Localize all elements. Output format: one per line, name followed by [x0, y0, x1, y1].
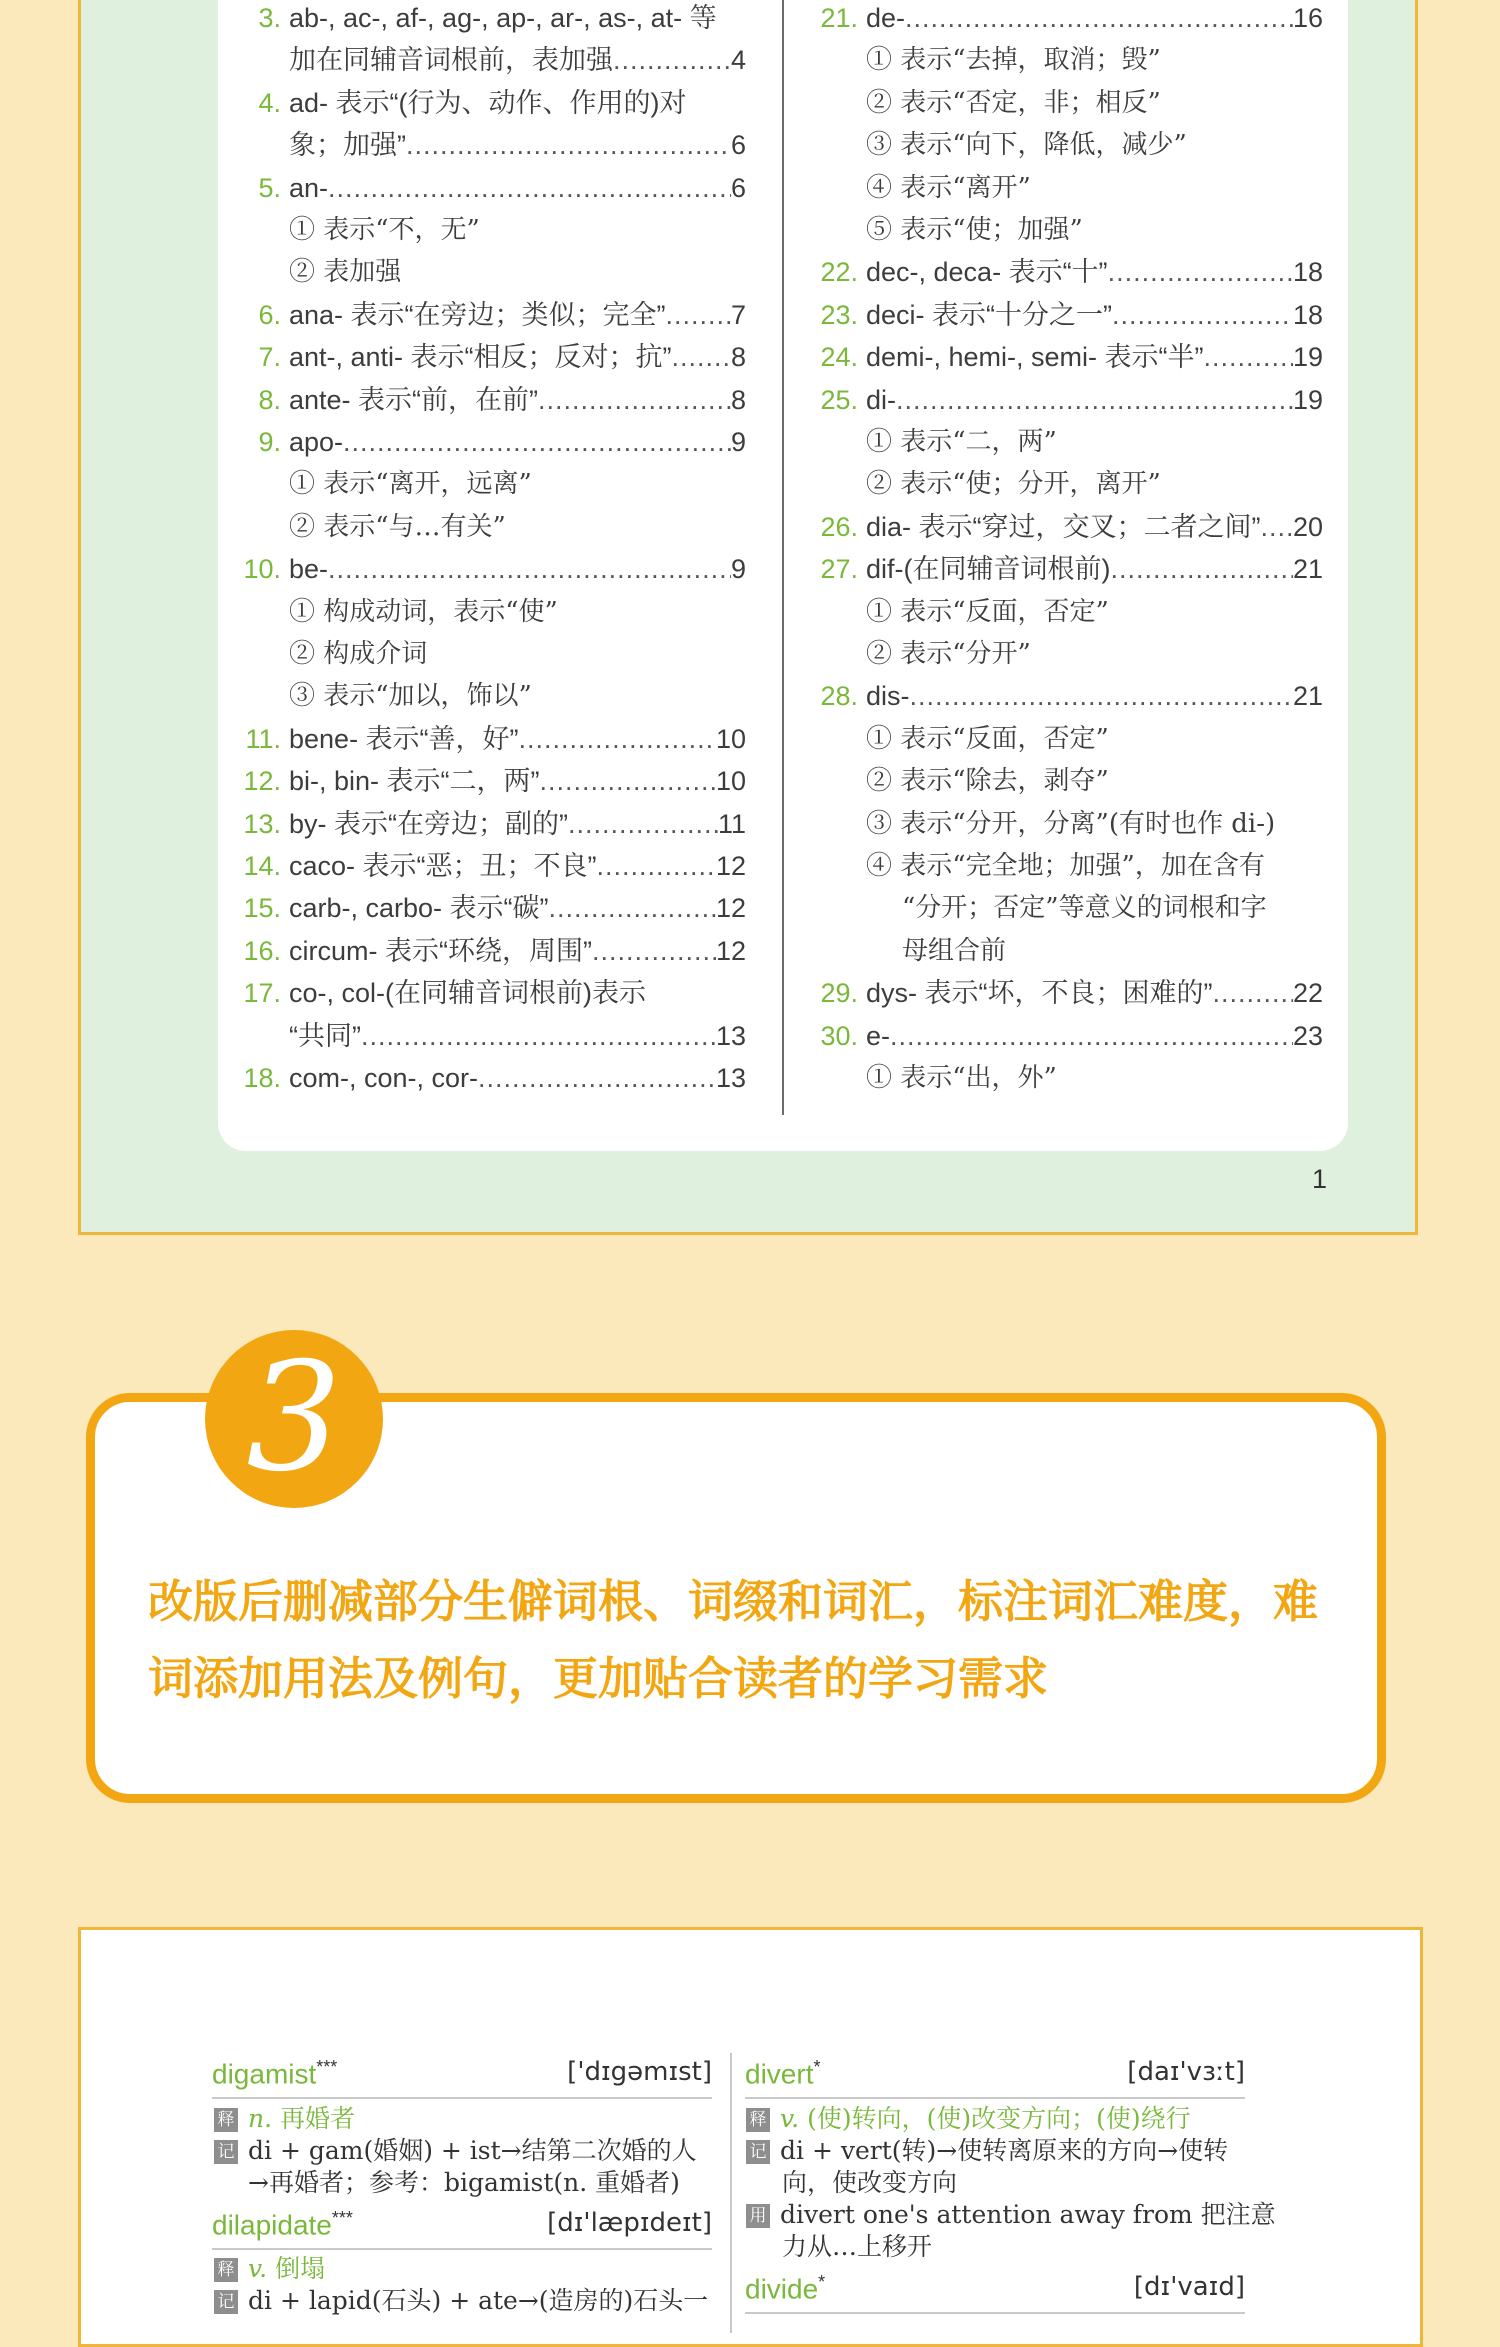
toc-entry-number: 3. [258, 3, 281, 33]
toc-page-number: 7 [730, 299, 746, 330]
toc-entry-text: dis- [866, 681, 910, 712]
toc-leader-dots [568, 806, 718, 842]
toc-entry-text: circum- 表示“环绕，周围” [289, 935, 592, 966]
entry-usage: 用 divert one's attention away from 把注意 [746, 2199, 1276, 2231]
toc-entry-number: 8. [258, 384, 281, 415]
toc-entry-text: ① 表示“离开，远离” [289, 469, 532, 500]
toc-subentry [243, 466, 746, 508]
toc-entry-text: ⑤ 表示“使；加强” [866, 215, 1083, 245]
definition-tag-icon: 释 [746, 2108, 770, 2132]
toc-entry-text: e- [866, 1020, 891, 1051]
toc-page-number: 20 [1292, 511, 1323, 542]
toc-page-number: 13 [715, 1063, 746, 1093]
entry-head-divert [745, 2057, 1245, 2099]
toc-subentry [820, 42, 1323, 84]
toc-page-number: 12 [715, 851, 746, 881]
toc-entry-text: co-, col-(在同辅音词根前)表示 [289, 978, 646, 1009]
toc-entry-text: de- [866, 3, 906, 33]
toc-leader-dots [896, 382, 1293, 418]
entry-head-digamist [212, 2057, 712, 2099]
toc-entry-text: ad- 表示“(行为、动作、作用的)对 [289, 87, 687, 118]
toc-entry-text: ante- 表示“前，在前” [289, 384, 539, 415]
toc-entry-number: 17. [243, 978, 281, 1009]
toc-leader-dots [406, 127, 731, 163]
toc-entry [243, 297, 746, 339]
toc-entry-text: ① 表示“去掉，取消；毁” [866, 45, 1161, 76]
toc-subentry [243, 509, 746, 551]
toc-entry [243, 424, 746, 466]
toc-page-number: 6 [730, 130, 746, 161]
toc-subentry [820, 636, 1323, 678]
toc-leader-dots [478, 1060, 716, 1096]
toc-entry-text: com-, con-, cor- [289, 1063, 479, 1093]
toc-entry-number: 30. [820, 1020, 858, 1051]
entry-head-dilapidate [212, 2208, 712, 2250]
toc-entry-text: ② 表加强 [289, 257, 402, 288]
toc-leader-dots [1204, 339, 1293, 375]
toc-page-number: 4 [730, 45, 746, 76]
toc-entry-text: carb-, carbo- 表示“碳” [289, 893, 549, 924]
toc-entry-number: 25. [820, 384, 858, 415]
toc-leader-dots [549, 890, 716, 926]
toc-subentry [820, 127, 1323, 169]
toc-entry-number: 27. [820, 554, 858, 585]
memo-tag-icon: 记 [214, 2290, 238, 2314]
toc-page-number: 9 [730, 427, 746, 457]
toc-page-number: 11 [717, 808, 746, 839]
toc-entry-text: bene- 表示“善，好” [289, 723, 519, 754]
toc-entry [820, 382, 1323, 424]
toc-leader-dots [1261, 509, 1293, 545]
toc-subentry [820, 1060, 1323, 1102]
entry-word: digamist*** [212, 2057, 338, 2090]
toc-entry [243, 890, 746, 932]
toc-entry-text: ② 表示“分开” [866, 639, 1031, 669]
toc-subentry [243, 254, 746, 296]
entry-usage-continued: 力从…上移开 [782, 2232, 933, 2261]
toc-entry-number: 6. [258, 299, 281, 330]
toc-entry-text: ② 表示“使；分开，离开” [866, 469, 1161, 500]
toc-entry-text: ab-, ac-, af-, ag-, ap-, ar-, as-, at- 等 [289, 3, 717, 33]
toc-page-number: 10 [715, 723, 746, 754]
entry-phonetic: ['dɪgəmɪst] [567, 2057, 712, 2087]
toc-entry-text: be- [289, 554, 329, 585]
toc-entry-text: ① 表示“出，外” [866, 1063, 1057, 1093]
toc-entry-text: ① 表示“二，两” [866, 427, 1057, 457]
toc-entry-number: 13. [243, 808, 281, 839]
toc-entry-text: dys- 表示“坏，不良；困难的” [866, 978, 1213, 1009]
toc-entry-text: deci- 表示“十分之一” [866, 299, 1113, 330]
toc-entry-number: 21. [820, 3, 858, 33]
toc-page-number: 23 [1292, 1020, 1323, 1051]
feature-text-line-2: 词添加用法及例句，更加贴合读者的学习需求 [148, 1653, 1049, 1704]
toc-leader-dots [540, 763, 716, 799]
toc-page-number: 16 [1292, 3, 1323, 33]
toc-entry-text: ④ 表示“离开” [866, 172, 1031, 203]
toc-entry-continued [243, 1018, 746, 1060]
toc-subentry [820, 933, 1323, 975]
toc-entry [243, 848, 746, 890]
toc-entry-text: dif-(在同辅音词根前) [866, 554, 1111, 585]
toc-entry-text: 象；加强” [289, 130, 406, 161]
toc-leader-dots [666, 297, 731, 333]
toc-subentry [820, 890, 1323, 932]
feature-number: 3 [246, 1331, 342, 1505]
toc-leader-dots [597, 848, 716, 884]
toc-entry-text: ② 表示“除去，剥夺” [866, 766, 1109, 797]
toc-entry-text: “共同” [289, 1020, 361, 1051]
toc-subentry [820, 721, 1323, 763]
toc-leader-dots [1112, 297, 1293, 333]
toc-leader-dots [343, 424, 731, 460]
entry-word: divide* [745, 2272, 826, 2305]
toc-entry-number: 14. [243, 851, 281, 881]
toc-page-number: 12 [715, 893, 746, 924]
entry-word: divert* [745, 2057, 821, 2090]
toc-entry-text: dec-, deca- 表示“十” [866, 257, 1108, 288]
toc-entry-text: ② 表示“否定，非；相反” [866, 87, 1161, 118]
toc-leader-dots [328, 170, 731, 206]
toc-leader-dots [361, 1018, 716, 1054]
toc-entry-text: di- [866, 384, 897, 415]
toc-entry-text: 加在同辅音词根前，表加强 [289, 45, 613, 76]
toc-page-number: 8 [730, 384, 746, 415]
toc-entry-text: demi-, hemi-, semi- 表示“半” [866, 342, 1204, 373]
toc-subentry [820, 466, 1323, 508]
entry-phonetic: [dɪ'læpɪdeɪt] [547, 2208, 712, 2238]
toc-entry-text: ant-, anti- 表示“相反；反对；抗” [289, 342, 672, 373]
toc-entry [820, 1018, 1323, 1060]
toc-entry-number: 9. [258, 427, 281, 457]
toc-entry-number: 12. [243, 766, 281, 797]
toc-entry-text: ① 表示“反面，否定” [866, 596, 1109, 627]
toc-entry-text: an- [289, 172, 329, 203]
toc-page-number: 21 [1292, 554, 1323, 585]
toc-entry-number: 15. [243, 893, 281, 924]
toc-subentry [820, 170, 1323, 212]
toc-column-divider [782, 0, 784, 1115]
memo-tag-icon: 记 [746, 2140, 770, 2164]
toc-entry [243, 339, 746, 381]
toc-entry-number: 28. [820, 681, 858, 712]
toc-subentry [820, 763, 1323, 805]
toc-entry-number: 4. [258, 87, 281, 118]
dictionary-column-divider [730, 2053, 732, 2333]
toc-page-number: 19 [1292, 384, 1323, 415]
toc-entry [243, 382, 746, 424]
entry-definition: 释 v. 倒塌 [214, 2253, 325, 2285]
toc-entry [820, 0, 1323, 42]
entry-definition: 释 v. (使)转向，(使)改变方向；(使)绕行 [746, 2103, 1191, 2135]
toc-entry-text: ana- 表示“在旁边；类似；完全” [289, 299, 666, 330]
toc-page-number: 18 [1292, 299, 1323, 330]
toc-page-number: 10 [715, 766, 746, 797]
entry-definition: 释 n. 再婚者 [214, 2103, 355, 2135]
toc-entry-number: 22. [820, 257, 858, 288]
toc-page-number: 19 [1292, 342, 1323, 373]
toc-subentry [820, 806, 1323, 848]
toc-page-number: 13 [715, 1020, 746, 1051]
toc-entry [243, 721, 746, 763]
toc-leader-dots [328, 551, 731, 587]
toc-subentry [820, 594, 1323, 636]
entry-memo: 记 di + lapid(石头) + ate→(造房的)石头一 [214, 2285, 708, 2317]
toc-entry-number: 7. [258, 342, 281, 373]
feature-text-line-1: 改版后删减部分生僻词根、词缀和词汇，标注词汇难度，难 [148, 1576, 1319, 1627]
toc-leader-dots [1111, 551, 1293, 587]
toc-entry-text: “分开；否定”等意义的词根和字 [902, 893, 1267, 924]
page-number: 1 [1312, 1164, 1328, 1194]
toc-leader-dots [592, 933, 716, 969]
toc-entry [820, 509, 1323, 551]
toc-page-number: 22 [1292, 978, 1323, 1009]
toc-entry-text: caco- 表示“恶；丑；不良” [289, 851, 597, 881]
toc-entry [243, 933, 746, 975]
toc-subentry [243, 678, 746, 720]
toc-entry [820, 254, 1323, 296]
toc-entry [820, 339, 1323, 381]
toc-entry [243, 975, 746, 1017]
toc-entry-number: 29. [820, 978, 858, 1009]
toc-entry-text: bi-, bin- 表示“二，两” [289, 766, 540, 797]
toc-page-number: 6 [730, 172, 746, 203]
entry-phonetic: [dɪ'vaɪd] [1133, 2272, 1245, 2302]
toc-entry [243, 0, 746, 42]
toc-entry-continued [243, 42, 746, 84]
entry-memo: 记 di + gam(婚姻) + ist→结第二次婚的人 [214, 2135, 697, 2167]
toc-entry-text: dia- 表示“穿过，交叉；二者之间” [866, 511, 1261, 542]
definition-tag-icon: 释 [214, 2108, 238, 2132]
toc-subentry [820, 424, 1323, 466]
toc-page-number: 8 [730, 342, 746, 373]
toc-entry [243, 806, 746, 848]
toc-entry [243, 763, 746, 805]
toc-entry-text: ② 构成介词 [289, 639, 428, 669]
toc-entry [820, 678, 1323, 720]
toc-entry-number: 24. [820, 342, 858, 373]
toc-leader-dots [1108, 254, 1293, 290]
toc-entry-text: ① 构成动词，表示“使” [289, 596, 558, 627]
toc-subentry [243, 636, 746, 678]
toc-entry-number: 5. [258, 172, 281, 203]
entry-word: dilapidate*** [212, 2208, 353, 2241]
toc-entry-text: ④ 表示“完全地；加强”，加在含有 [866, 851, 1265, 881]
toc-page-number: 12 [715, 935, 746, 966]
toc-subentry [243, 594, 746, 636]
toc-entry-text: by- 表示“在旁边；副的” [289, 808, 568, 839]
toc-subentry [820, 212, 1323, 254]
toc-entry-number: 16. [243, 935, 281, 966]
toc-page-number: 9 [730, 554, 746, 585]
entry-memo-continued: →再婚者；参考：bigamist(n. 重婚者) [248, 2168, 680, 2197]
toc-entry-continued [243, 127, 746, 169]
toc-entry [243, 1060, 746, 1102]
toc-entry-text: ① 表示“不，无” [289, 215, 480, 245]
toc-entry-text: ② 表示“与…有关” [289, 511, 506, 542]
toc-entry-number: 11. [245, 723, 281, 754]
toc-entry-text: ① 表示“反面，否定” [866, 723, 1109, 754]
toc-entry-text: apo- [289, 427, 344, 457]
toc-entry [243, 551, 746, 593]
memo-tag-icon: 记 [214, 2140, 238, 2164]
toc-entry [243, 85, 746, 127]
toc-subentry [820, 85, 1323, 127]
toc-entry-text: ③ 表示“向下，降低，减少” [866, 130, 1187, 161]
entry-memo-continued: 向，使改变方向 [782, 2168, 958, 2197]
toc-entry-number: 23. [820, 299, 858, 330]
usage-tag-icon: 用 [746, 2204, 770, 2228]
toc-entry-number: 18. [243, 1063, 281, 1093]
toc-leader-dots [538, 382, 731, 418]
toc-entry-number: 26. [820, 511, 858, 542]
toc-leader-dots [905, 0, 1293, 36]
toc-leader-dots [613, 42, 731, 78]
toc-entry [820, 297, 1323, 339]
toc-leader-dots [1213, 975, 1293, 1011]
toc-entry-text: 母组合前 [902, 935, 1007, 966]
toc-page-number: 18 [1292, 257, 1323, 288]
definition-tag-icon: 释 [214, 2258, 238, 2282]
toc-leader-dots [672, 339, 731, 375]
toc-page-number: 21 [1292, 681, 1323, 712]
toc-subentry [243, 212, 746, 254]
entry-memo: 记 di + vert(转)→使转离原来的方向→使转 [746, 2135, 1228, 2167]
toc-leader-dots [910, 678, 1293, 714]
toc-entry [243, 170, 746, 212]
toc-entry-number: 10. [243, 554, 281, 585]
toc-subentry [820, 848, 1323, 890]
entry-head-divide [745, 2272, 1245, 2314]
toc-entry [820, 551, 1323, 593]
toc-leader-dots [890, 1018, 1293, 1054]
entry-phonetic: [daɪ'vɜːt] [1127, 2057, 1245, 2087]
toc-entry [820, 975, 1323, 1017]
toc-leader-dots [519, 721, 716, 757]
toc-entry-text: ③ 表示“加以，饰以” [289, 681, 532, 712]
toc-entry-text: ③ 表示“分开，分离”(有时也作 di-) [866, 808, 1276, 839]
